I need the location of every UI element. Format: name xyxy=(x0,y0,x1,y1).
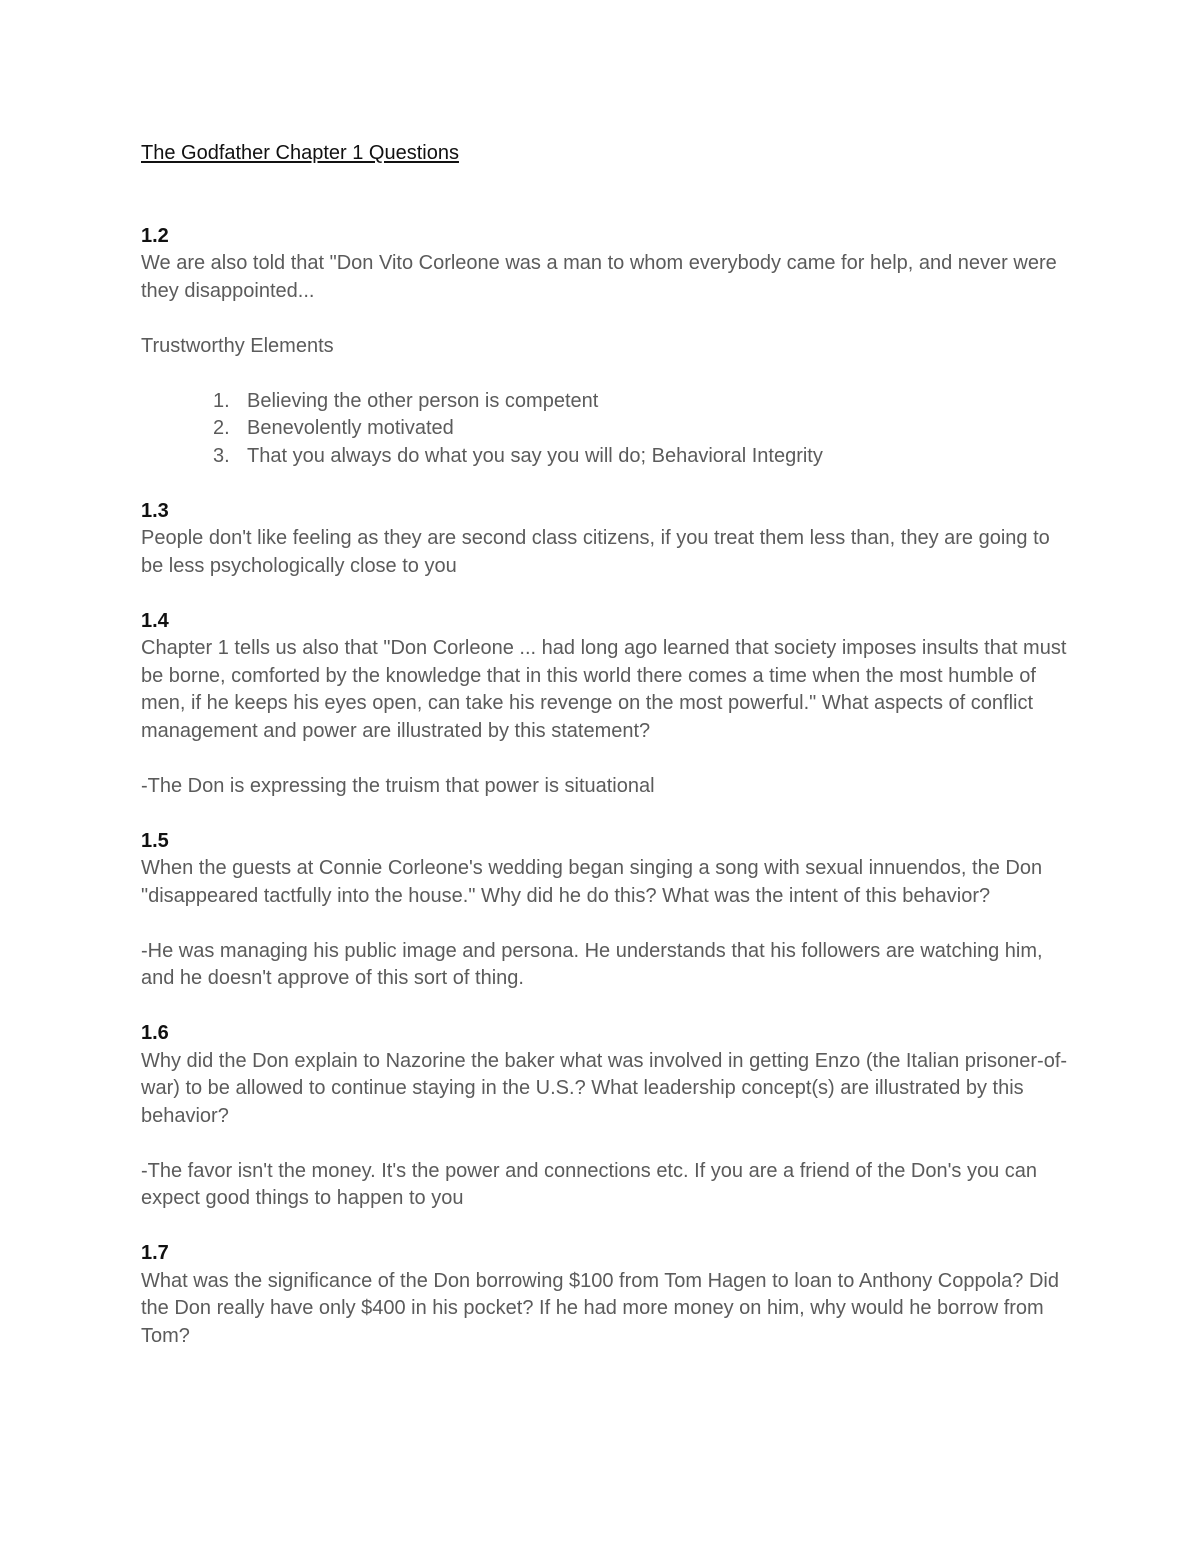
question-number: 1.4 xyxy=(141,609,169,632)
question-text: People don't like feeling as they are second class citizens, if you treat them less than, they are going to be less psychologically close to you xyxy=(141,527,1050,577)
numbered-list xyxy=(141,388,1071,471)
question-number: 1.6 xyxy=(141,1022,169,1044)
list-number: 3. xyxy=(213,444,230,467)
question-text: When the guests at Connie Corleone's wedding began singing a song with sexual innuendos, the Don "disappeared tactfully into the house." Why did he do this? What was the intent of this behavior? xyxy=(141,857,1043,907)
question-text: What was the significance of the Don borrowing $100 from Tom Hagen to loan to Anthony Coppola? Did the Don really have only $400 in his pocket? If he had more money on him, why would he borrow from Tom? xyxy=(141,1269,1059,1347)
list-text: Benevolently motivated xyxy=(247,417,454,439)
list-item xyxy=(213,415,1071,443)
section-1-7 xyxy=(141,1240,1071,1350)
section-1-4 xyxy=(141,608,1071,801)
question-number: 1.7 xyxy=(141,1242,169,1264)
section-1-2 xyxy=(141,223,1071,471)
list-item xyxy=(213,443,1071,471)
section-1-6 xyxy=(141,1020,1071,1213)
answer-text: -The Don is expressing the truism that power is situational xyxy=(141,774,655,797)
question-text: Chapter 1 tells us also that "Don Corleone ... had long ago learned that society imposes insults that must be borne, comforted by the knowledge that in this world there comes a time when the most humble of men, if he keeps his eyes open, can take his revenge on the most powerful." What aspects of conflict management and power are illustrated by this statement? xyxy=(141,637,1067,742)
list-item xyxy=(213,388,1071,416)
section-1-3 xyxy=(141,498,1071,581)
question-number: 1.3 xyxy=(141,499,169,522)
document-title: The Godfather Chapter 1 Questions xyxy=(141,142,459,164)
list-number: 2. xyxy=(213,417,230,439)
question-text: We are also told that "Don Vito Corleone was a man to whom everybody came for help, and never were they disappointed... xyxy=(141,252,1057,302)
question-text: Why did the Don explain to Nazorine the baker what was involved in getting Enzo (the Italian prisoner-of-war) to be allowed to continue staying in the U.S.? What leadership concept(s) are illustrated by this behavior? xyxy=(141,1049,1068,1127)
document-page xyxy=(141,140,1071,1350)
list-text: Believing the other person is competent xyxy=(247,389,599,412)
list-text: That you always do what you say you will do; Behavioral Integrity xyxy=(247,444,823,467)
answer-text: -He was managing his public image and persona. He understands that his followers are watching him, and he doesn't approve of this sort of thing. xyxy=(141,939,1043,989)
section-1-5 xyxy=(141,828,1071,993)
question-number: 1.2 xyxy=(141,224,169,247)
answer-text: -The favor isn't the money. It's the power and connections etc. If you are a friend of the Don's you can expect good things to happen to you xyxy=(141,1159,1038,1209)
subheading: Trustworthy Elements xyxy=(141,334,334,357)
question-number: 1.5 xyxy=(141,829,169,852)
list-number: 1. xyxy=(213,389,230,412)
